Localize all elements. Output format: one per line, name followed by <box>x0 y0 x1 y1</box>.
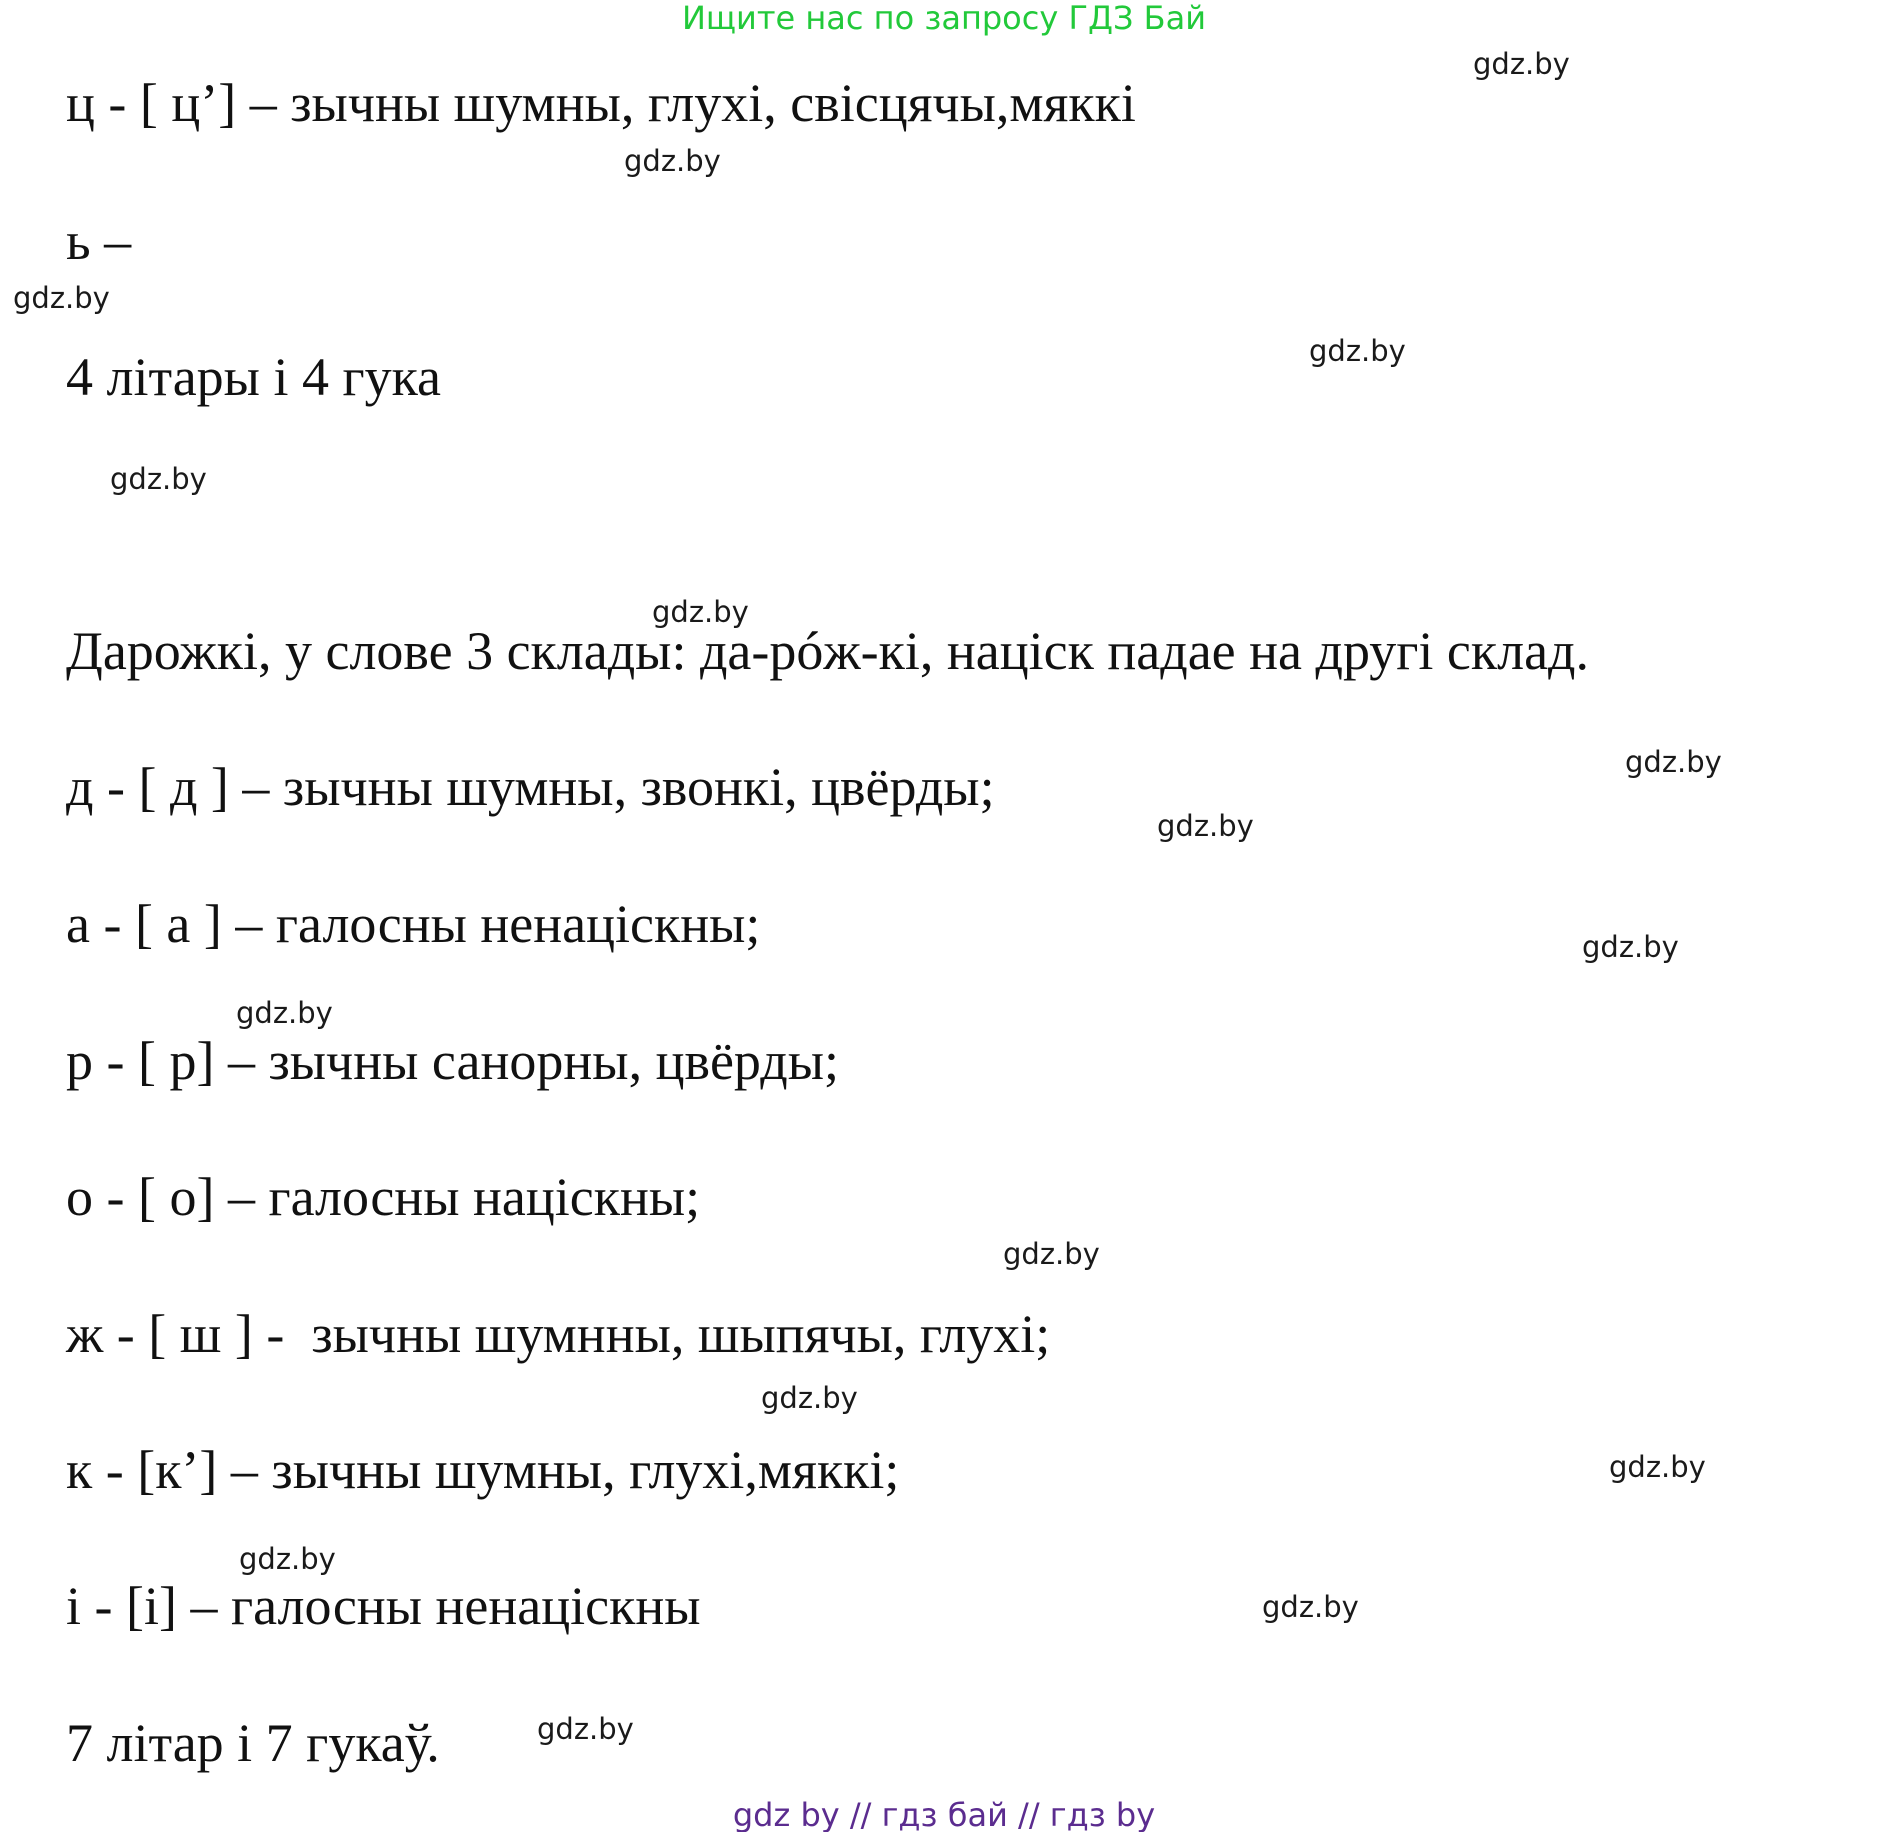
watermark: gdz.by <box>1262 1590 1359 1624</box>
watermark: gdz.by <box>1309 334 1406 368</box>
watermark: gdz.by <box>624 144 721 178</box>
text-line-o: о - [ о] – галосны націскны; <box>66 1167 701 1227</box>
watermark: gdz.by <box>652 595 749 629</box>
text-line-soft-sign: ь – <box>66 211 132 271</box>
text-line-k: к - [к’] – зычны шумны, глухі,мяккі; <box>66 1440 900 1500</box>
text-line-ts: ц - [ ц’] – зычны шумны, глухі, свісцячы,мяккі <box>66 73 1136 133</box>
text-line-zh: ж - [ ш ] - зычны шумнны, шыпячы, глухі; <box>66 1304 1051 1364</box>
text-line-i: і - [і] – галосны ненаціскны <box>66 1576 701 1636</box>
watermark: gdz.by <box>239 1542 336 1576</box>
watermark: gdz.by <box>1582 930 1679 964</box>
watermark: gdz.by <box>1003 1237 1100 1271</box>
text-line-r: р - [ р] – зычны санорны, цвёрды; <box>66 1031 839 1091</box>
header-search-hint: Ищите нас по запросу ГДЗ Бай <box>681 0 1207 37</box>
watermark: gdz.by <box>1157 809 1254 843</box>
text-line-summary-1: 4 літары і 4 гука <box>66 347 441 407</box>
watermark: gdz.by <box>1609 1450 1706 1484</box>
text-line-d: д - [ д ] – зычны шумны, звонкі, цвёрды; <box>66 757 995 817</box>
watermark: gdz.by <box>761 1381 858 1415</box>
text-line-a: а - [ а ] – галосны ненаціскны; <box>66 894 761 954</box>
watermark: gdz.by <box>13 281 110 315</box>
watermark: gdz.by <box>1473 47 1570 81</box>
watermark: gdz.by <box>110 462 207 496</box>
footer-watermark: gdz by // гдз бай // гдз by <box>732 1796 1156 1832</box>
watermark: gdz.by <box>537 1712 634 1746</box>
watermark: gdz.by <box>1625 745 1722 779</box>
text-line-summary-2: 7 літар і 7 гукаў. <box>66 1713 440 1773</box>
watermark: gdz.by <box>236 996 333 1030</box>
text-line-word-intro: Дарожкі, у слове 3 склады: да-рóж-кі, націск падае на другі склад. <box>66 621 1590 681</box>
